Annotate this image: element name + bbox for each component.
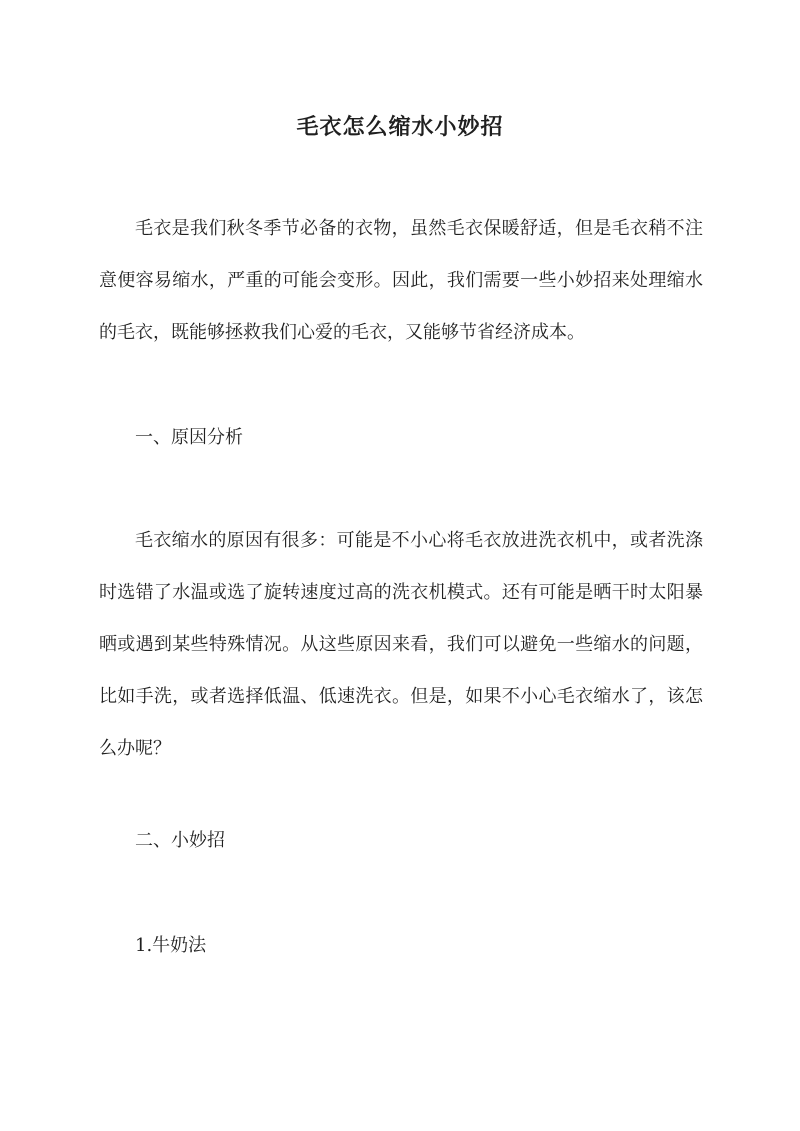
intro-paragraph: 毛衣是我们秋冬季节必备的衣物，虽然毛衣保暖舒适，但是毛衣稍不注意便容易缩水，严重的可能会变形。因此，我们需要一些小妙招来处理缩水的毛衣，既能够拯救我们心爱的毛衣，又能够节省经济成本。 [99,218,703,343]
section-heading-cause-analysis: 一、原因分析 [135,427,243,448]
subsection-heading-milk-method: 1.牛奶法 [135,935,207,956]
document-title: 毛衣怎么缩水小妙招 [296,113,504,140]
cause-analysis-paragraph: 毛衣缩水的原因有很多：可能是不小心将毛衣放进洗衣机中，或者洗涤时选错了水温或选了旋转速度过高的洗衣机模式。还有可能是晒干时太阳暴晒或遇到某些特殊情况。从这些原因来看，我们可以避免一些缩水的问题，比如手洗，或者选择低温、低速洗衣。但是，如果不小心毛衣缩水了，该怎么办呢？ [99,530,703,759]
section-heading-tips: 二、小妙招 [135,830,225,851]
